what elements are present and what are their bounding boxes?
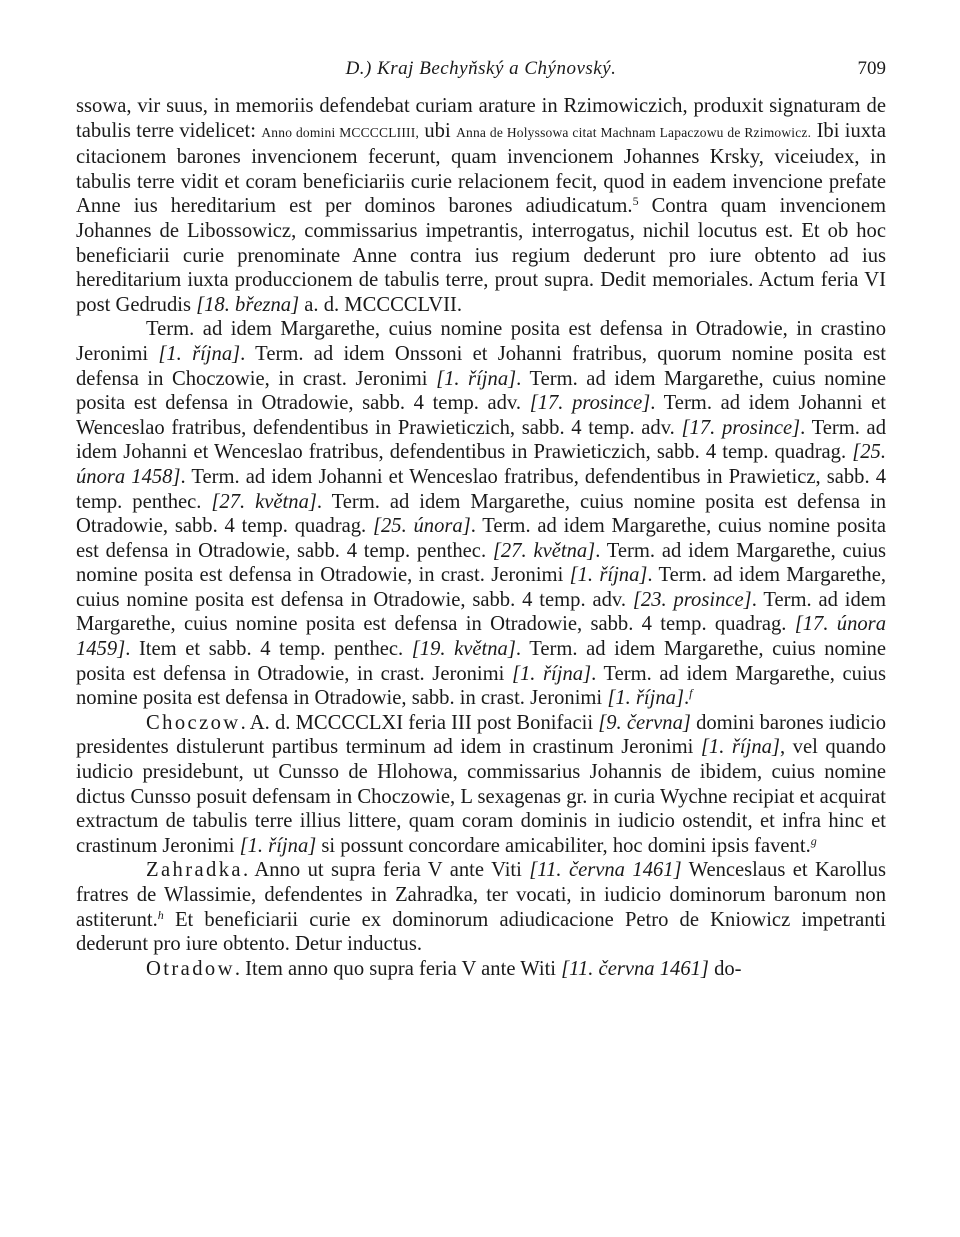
footnote-marker: h [157, 907, 164, 922]
text-run: . Term. ad idem Margarethe, cuius nomine posita est defensa in Otradowie, sabb. in crast. Jeronimi [76, 662, 886, 710]
text-run: . Term. ad idem Johanni et Wenceslao fratribus, defendentibus in Prawieticzich, sabb. 4 temp. quadrag. [76, 416, 886, 464]
editorial-date: [1. října] [239, 834, 317, 857]
editorial-date: [1. října] [436, 367, 517, 390]
editorial-date: [11. června 1461] [561, 957, 709, 980]
editorial-date: [23. prosince] [632, 588, 752, 611]
paragraph [76, 94, 886, 317]
text-run: . Item anno quo supra feria V ante Witi [234, 957, 562, 980]
text-run: . Term. ad idem Margarethe, cuius nomine posita est defensa in Otradowie, in crast. Jeronimi [76, 638, 886, 685]
quoted-record: Anno domini MCCCCLIIII, [261, 124, 420, 140]
editorial-date: [25. února] [372, 515, 471, 538]
footnote-marker: 5 [632, 194, 639, 209]
quoted-record: Anna de Holyssowa citat Machnam Lapaczowu de Rzimowicz. [456, 124, 812, 140]
text-run: . Term. ad idem Johanni et Wenceslao fratribus, defendentibus in Prawieticzich, sabb. 4 temp. adv. [76, 392, 886, 439]
editorial-date: [1. října] [569, 564, 648, 587]
text-run: . Term. ad idem Margarethe, cuius nomine posita est defensa in Otradowie, sabb. 4 temp. adv. [76, 367, 887, 415]
text-run: . Item et sabb. 4 temp. penthec. [125, 638, 412, 661]
editorial-date: [18. března] [196, 293, 300, 316]
editorial-date: [11. června 1461] [529, 859, 682, 882]
page-number: 709 [857, 58, 886, 79]
text-run: Wenceslaus et Karollus fratres de Wlassimie, defendentes in Zahradka, ter vocati, in iudicio dominorum baronum non astiterunt. [76, 859, 886, 931]
text-run: do- [708, 957, 742, 980]
text-run: . Term. ad idem Margarethe, cuius nomine posita est defensa in Otradowie, in crast. Jeronimi [76, 539, 887, 587]
place-heading: Otradow [146, 957, 235, 980]
paragraph [76, 957, 886, 982]
text-run: . A. d. MCCCCLXI feria III post Bonifacii [240, 711, 599, 734]
editorial-date: [1. října] [607, 687, 684, 710]
text-run: . Term. ad idem Margarethe, cuius nomine posita est defensa in Otradowie, sabb. 4 temp. penthec. [76, 515, 887, 562]
editorial-date: [19. května] [411, 638, 516, 661]
text-run: . Term. ad idem Onssoni et Johanni fratribus, quorum nomine posita est defensa in Choczowie, in crast. Jeronimi [76, 342, 886, 390]
body-text [76, 94, 886, 981]
text-run: . [684, 687, 690, 710]
text-run: si possunt concordare amicabiliter, hoc domini ipsis favent. [316, 834, 811, 857]
text-run: . Anno ut supra feria V ante Viti [242, 859, 530, 882]
text-run: ssowa, vir suus, in memoriis defendebat curiam arature in Rzimowiczich, produxit signaturam de tabulis terre videlicet: [76, 95, 886, 142]
editorial-date: [27. května] [492, 539, 596, 562]
text-run: . Term. ad idem Johanni et Wenceslao fratribus, defendentibus in Prawieticz, sabb. 4 temp. penthec. [76, 465, 886, 513]
editorial-date: [1. října] [511, 662, 592, 685]
editorial-date: [17. prosince] [681, 416, 801, 439]
text-run: Contra quam invencionem Johannes de Libossowicz, commissarius impetrantis, interrogatus, nichil locutus est. Et ob hoc beneficiarii curie prenominate Anne contra ius regium dederunt pro iure obtento ad ius hereditarium iuxta produccionem de tabulis terre, prout supra. Dedit memoriales. Actum feria VI post Gedrudis [76, 195, 886, 316]
paragraph [76, 711, 886, 859]
text-run: . Term. ad idem Margarethe, cuius nomine posita est defensa in Otradowie, sabb. 4 temp. quadrag. [76, 588, 886, 636]
footnote-marker: f [689, 686, 693, 701]
editorial-date: [1. října] [700, 736, 780, 759]
text-run: a. d. MCCCCLVII. [299, 293, 462, 316]
editorial-date: [17. února 1459] [76, 613, 886, 661]
text-run: . Term. ad idem Margarethe, cuius nomine posita est defensa in Otradowie, sabb. 4 temp. quadrag. [76, 490, 887, 538]
text-run: , vel quando iudicio presidebunt, ut Cunsso de Hlohowa, commissarius Johannis de ibidem, cuius nomine dictus Cunsso posuit defensam in Choczowie, L sexagenas gr. in curia Wychne recipiat et acquirat extractum de tabulis terre illius littere, quam coram dominis in iudicio ostendit, et infra hinc et crastinum Jeronimi [76, 736, 886, 857]
editorial-date: [1. října] [158, 342, 241, 365]
paragraph [76, 858, 886, 956]
text-run: Ibi iuxta citacionem barones invencionem fecerunt, quam invencionem Johannes Krsky, viceiudex, in tabulis terre vidit et coram beneficiariis curie relacionem fecit, quod in eadem invencione prefate Anne ius hereditarium est per dominos barones adiudicatum. [76, 119, 886, 218]
text-run: . Term. ad idem Margarethe, cuius nomine posita est defensa in Otradowie, sabb. 4 temp. adv. [76, 564, 886, 611]
footnote-marker: g [810, 833, 817, 848]
editorial-date: [17. prosince] [529, 392, 651, 415]
running-title: D.) Kraj Bechyňský a Chýnovský. [345, 58, 617, 79]
text-run: Et beneficiarii curie ex dominorum adiudicacione Petro de Kniowicz impetranti dederunt pro iure obtento. Detur inductus. [76, 908, 886, 956]
text-run: domini barones iudicio presidentes distulerunt partibus terminum ad idem in crastinum Jeronimi [76, 711, 886, 759]
place-heading: Choczow [146, 711, 241, 734]
place-heading: Zahradka [146, 859, 243, 882]
text-run: ubi [419, 119, 457, 142]
editorial-date: [9. června] [598, 711, 691, 734]
editorial-date: [25. února 1458] [76, 441, 886, 488]
paragraph [76, 317, 886, 711]
text-run: Term. ad idem Margarethe, cuius nomine posita est defensa in Otradowie, in crastino Jeronimi [76, 318, 886, 365]
running-head [76, 54, 886, 94]
editorial-date: [27. května] [211, 490, 317, 513]
